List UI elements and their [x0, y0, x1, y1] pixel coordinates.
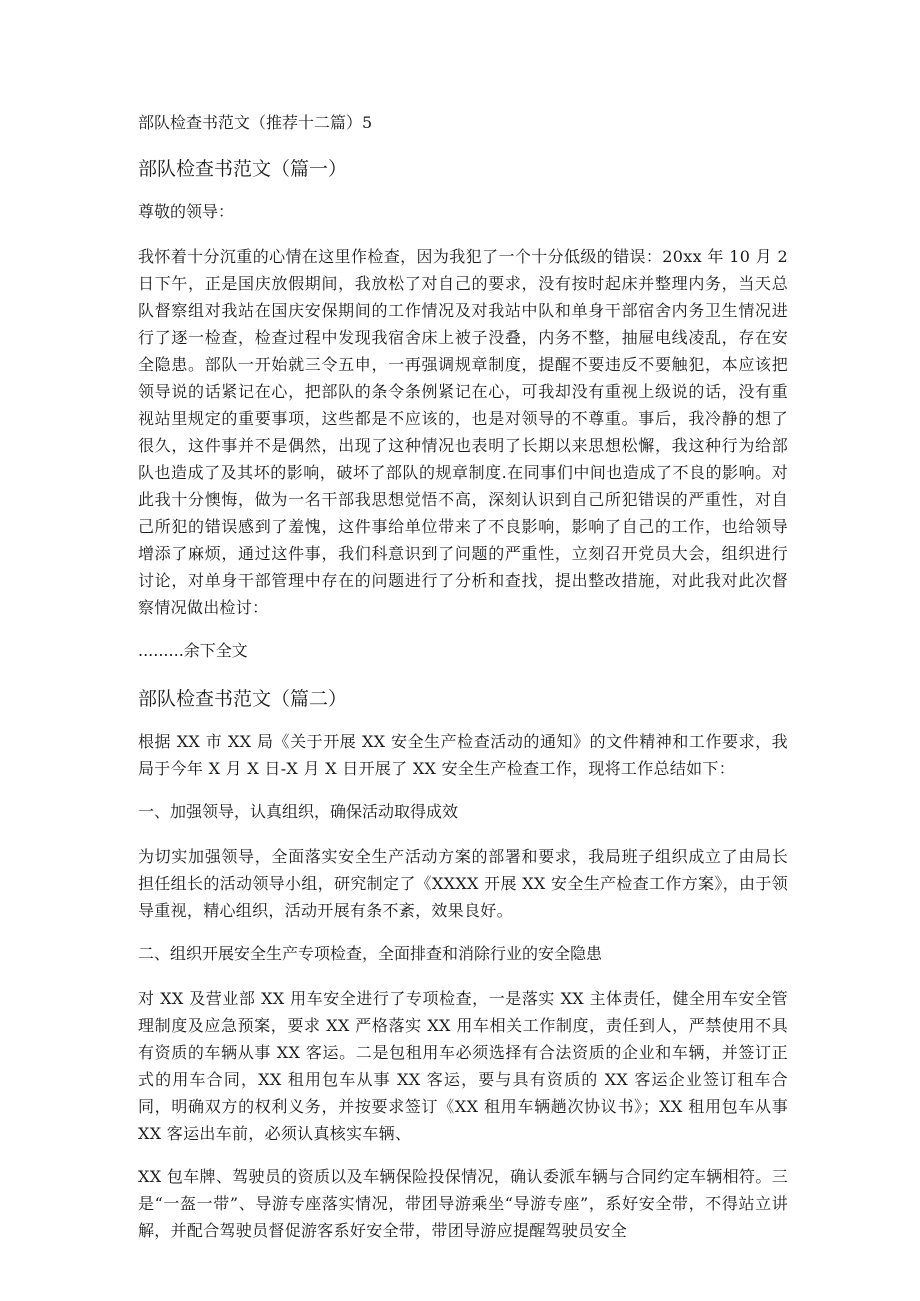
section-heading-2: 部队检查书范文（篇二）: [138, 688, 348, 710]
point-1-heading: 一、加强领导，认真组织，确保活动取得成效: [138, 802, 459, 821]
point-2-body-2: XX 包车牌、驾驶员的资质以及车辆保险投保情况，确认委派车辆与合同约定车辆相符。三是“一盔一带”、导游专座落实情况，带团导游乘坐“导游专座”，系好安全带，不得站立讲解，并配合驾驶员督促游客系好安全带，带团导游应提醒驾驶员安全: [138, 1167, 788, 1240]
salutation: 尊敬的领导：: [138, 202, 235, 221]
section-2-intro: 根据 XX 市 XX 局《关于开展 XX 安全生产检查活动的通知》的文件精神和工作要求，我局于今年 X 月 X 日-X 月 X 日开展了 XX 安全生产检查工作，现将工作总结如下：: [138, 732, 788, 778]
section-heading-1: 部队检查书范文（篇一）: [138, 158, 348, 180]
point-2-heading: 二、组织开展安全生产专项检查，全面排查和消除行业的安全隐患: [138, 944, 603, 963]
read-more-link[interactable]: .........余下全文: [138, 641, 248, 660]
point-2-body-1: 对 XX 及营业部 XX 用车安全进行了专项检查，一是落实 XX 主体责任，健全用车安全管理制度及应急预案，要求 XX 严格落实 XX 用车相关工作制度，责任到人，严禁使用不具有资质的车辆从事 XX 客运。二是包租用车必须选择有合法资质的企业和车辆，并签订正式的用车合同，XX 租用包车从事 XX 客运，要与具有资质的 XX 客运企业签订租车合同，明确双方的权利义务，并按要求签订《XX 租用车辆趟次协议书》；XX 租用包车从事 XX 客运出车前，必须认真核实车辆、: [138, 989, 788, 1143]
section-1-body: 我怀着十分沉重的心情在这里作检查，因为我犯了一个十分低级的错误：20xx 年 10 月 2 日下午，正是国庆放假期间，我放松了对自己的要求，没有按时起床并整理内务，当天总队督察组对我站在国庆安保期间的工作情况及对我站中队和单身干部宿舍内务卫生情况进行了逐一检查，检查过程中发现我宿舍床上被子没叠，内务不整，抽屉电线凌乱，存在安全隐患。部队一开始就三令五申，一再强调规章制度，提醒不要违反不要触犯，本应该把领导说的话紧记在心，把部队的条令条例紧记在心，可我却没有重视上级说的话，没有重视站里规定的重要事项，这些都是不应该的，也是对领导的不尊重。事后，我冷静的想了很久，这件事并不是偶然，出现了这种情况也表明了长期以来思想松懈，我这种行为给部队也造成了及其坏的影响，破坏了部队的规章制度.在同事们中间也造成了不良的影响。对此我十分懊悔，做为一名干部我思想觉悟不高，深刻认识到自己所犯错误的严重性，对自己所犯的错误感到了羞愧，这件事给单位带来了不良影响，影响了自己的工作，也给领导增添了麻烦，通过这件事，我们科意识到了问题的严重性，立刻召开党员大会，组织进行讨论，对单身干部管理中存在的问题进行了分析和查找，提出整改措施，对此我对此次督察情况做出检讨：: [138, 247, 788, 617]
point-1-body: 为切实加强领导，全面落实安全生产活动方案的部署和要求，我局班子组织成立了由局长担任组长的活动领导小组，研究制定了《XXXX 开展 XX 安全生产检查工作方案》，由于领导重视，精心组织，活动开展有条不紊，效果良好。: [138, 847, 788, 920]
document-title: 部队检查书范文（推荐十二篇）5: [138, 113, 373, 132]
document-page: [138, 108, 788, 1260]
